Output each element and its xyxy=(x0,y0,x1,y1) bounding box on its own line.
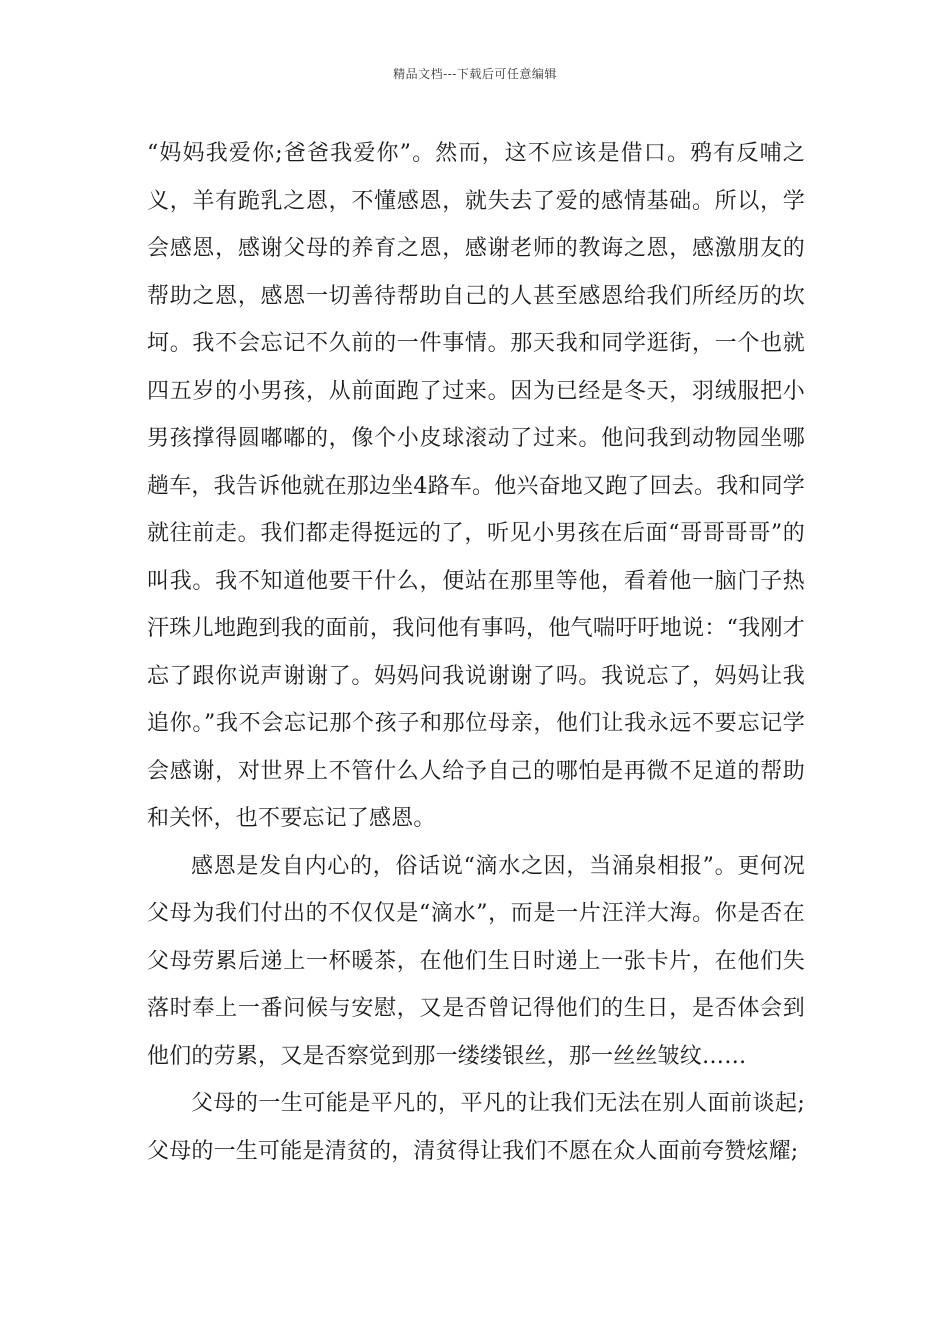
paragraph-parents-life: 父母的一生可能是平凡的，平凡的让我们无法在别人面前谈起;父母的一生可能是清贫的，清贫得让我们不愿在众人面前夸赞炫耀; xyxy=(147,1091,805,1164)
paragraph-continuation: “妈妈我爱你;爸爸我爱你”。然而，这不应该是借口。鸦有反哺之义，羊有跪乳之恩，不懂感恩，就失去了爱的感情基础。所以，学会感恩，感谢父母的养育之恩，感谢老师的教诲之恩，感激朋友的帮助之恩，感恩一切善待帮助自己的人甚至感恩给我们所经历的坎坷。我不会忘记不久前的一件事情。那天我和同学逛街，一个也就四五岁的小男孩，从前面跑了过来。因为已经是冬天，羽绒服把小男孩撑得圆嘟嘟的，像个小皮球滚动了过来。他问我到动物园坐哪趟车，我告诉他就在那边坐4路车。他兴奋地又跑了回去。我和同学就往前走。我们都走得挺远的了，听见小男孩在后面“哥哥哥哥”的叫我。我不知道他要干什么，便站在那里等他，看着他一脑门子热汗珠儿地跑到我的面前，我问他有事吗，他气喘吁吁地说：“我刚才忘了跟你说声谢谢了。妈妈问我说谢谢了吗。我说忘了，妈妈让我追你。”我不会忘记那个孩子和那位母亲，他们让我永远不要忘记学会感谢，对世界上不管什么人给予自己的哪怕是再微不足道的帮助和关怀，也不要忘记了感恩。 xyxy=(147,141,805,831)
paragraph-gratitude-from-heart: 感恩是发自内心的，俗话说“滴水之因，当涌泉相报”。更何况父母为我们付出的不仅仅是“滴水”，而是一片汪洋大海。你是否在父母劳累后递上一杯暖茶，在他们生日时递上一张卡片，在他们失落时奉上一番问候与安慰，又是否曾记得他们的生日，是否体会到他们的劳累，又是否察觉到那一缕缕银丝，那一丝丝皱纹…… xyxy=(147,853,805,1069)
document-body xyxy=(147,130,805,1175)
page-header: 精品文档---下载后可任意编辑 xyxy=(393,67,557,81)
